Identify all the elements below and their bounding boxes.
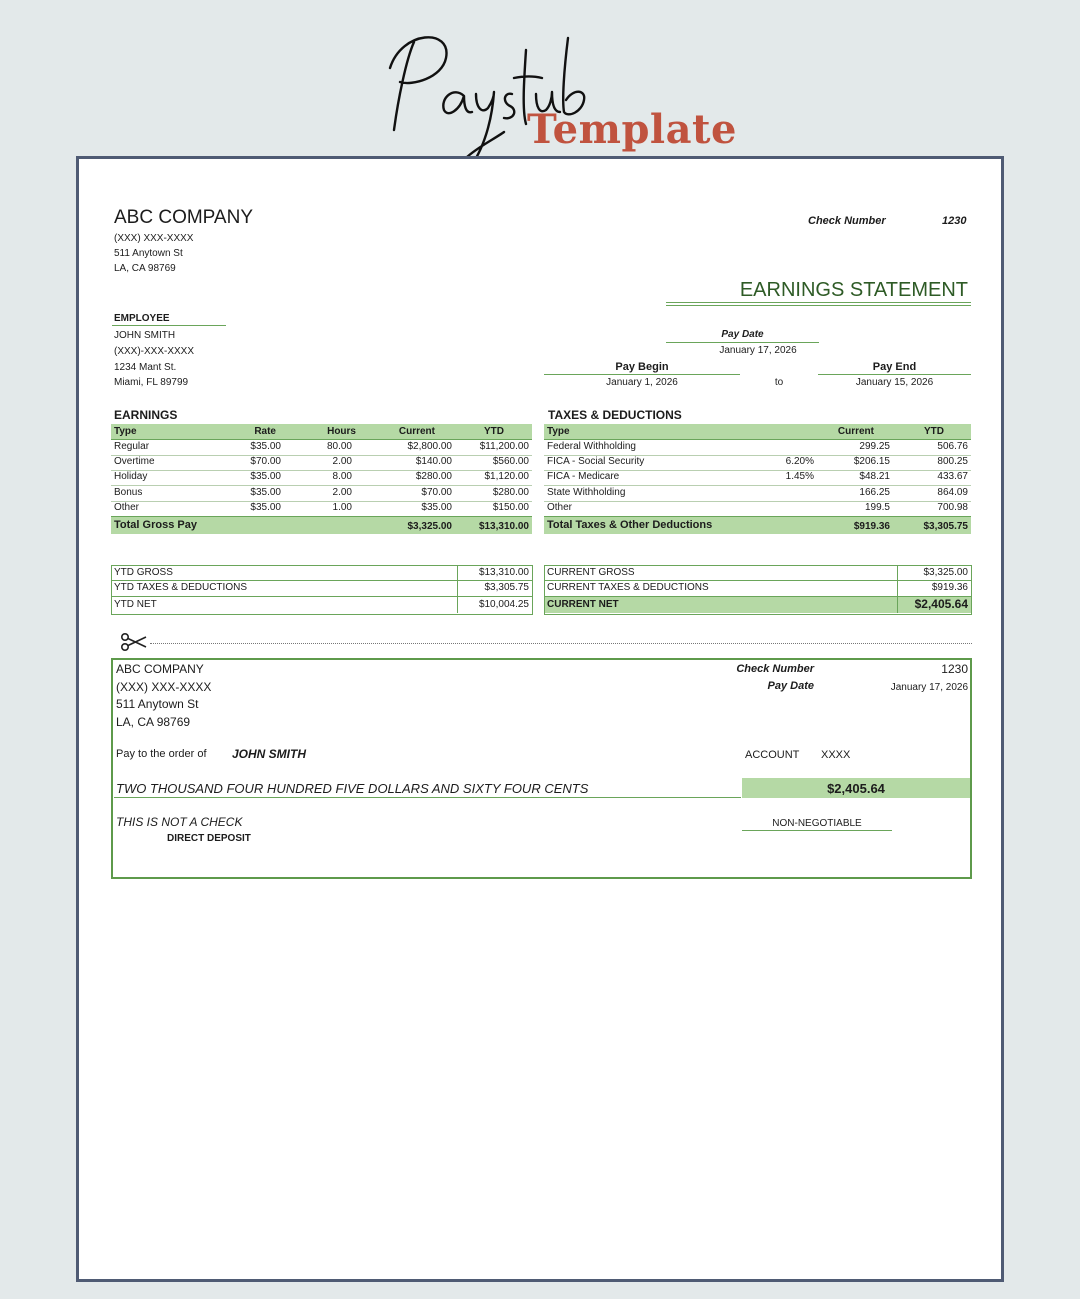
earnings-cell: Holiday	[114, 471, 148, 482]
earnings-cell: $35.00	[250, 502, 281, 513]
not-a-check-note: THIS IS NOT A CHECK	[116, 815, 243, 829]
cut-line	[150, 643, 972, 644]
taxes-total-current: $919.36	[853, 521, 890, 532]
taxes-cell: 433.67	[937, 471, 968, 482]
non-negotiable-label: NON-NEGOTIABLE	[772, 818, 862, 829]
payee-name: JOHN SMITH	[232, 747, 307, 761]
pay-begin-value: January 1, 2026	[606, 377, 678, 388]
check-amount: $2,405.64	[827, 781, 885, 796]
earnings-col-type: Type	[114, 426, 137, 437]
pay-date-value: January 17, 2026	[719, 345, 797, 356]
employee-phone: (XXX)-XXX-XXXX	[114, 346, 195, 357]
earnings-cell: $280.00	[492, 487, 529, 498]
earnings-cell: $140.00	[415, 456, 452, 467]
earnings-cell: $280.00	[415, 471, 452, 482]
ytd-net-label: YTD NET	[114, 599, 157, 610]
stub-company-city: LA, CA 98769	[116, 715, 191, 729]
taxes-cell: $206.15	[853, 456, 890, 467]
earnings-cell: 1.00	[332, 502, 352, 513]
stub-company-name: ABC COMPANY	[116, 662, 204, 676]
company-name: ABC COMPANY	[114, 207, 254, 228]
pay-period-to: to	[774, 377, 784, 388]
earnings-col-hours: Hours	[327, 426, 356, 437]
current-taxes-label: CURRENT TAXES & DEDUCTIONS	[547, 582, 709, 593]
scissors-icon	[120, 632, 148, 652]
stub-company-phone: (XXX) XXX-XXXX	[116, 680, 212, 694]
employee-heading: EMPLOYEE	[114, 313, 170, 324]
taxes-cell: 1.45%	[785, 471, 814, 482]
earnings-cell: $1,120.00	[484, 471, 529, 482]
template-title-word: Template	[527, 106, 737, 153]
pay-begin-label: Pay Begin	[615, 361, 669, 373]
taxes-cell: 6.20%	[785, 456, 814, 467]
taxes-cell: 864.09	[937, 487, 968, 498]
stub-check-number: 1230	[941, 662, 968, 676]
earnings-col-ytd: YTD	[484, 426, 504, 437]
earnings-cell: Overtime	[114, 456, 155, 467]
check-number-value: 1230	[942, 215, 967, 227]
earnings-cell: $11,200.00	[479, 441, 529, 452]
taxes-col-type: Type	[547, 426, 570, 437]
company-city: LA, CA 98769	[114, 263, 176, 274]
stub-check-label: Check Number	[736, 663, 814, 675]
employee-street: 1234 Mant St.	[114, 362, 177, 373]
stub-pay-date-value: January 17, 2026	[890, 682, 968, 693]
taxes-cell: State Withholding	[547, 487, 626, 498]
company-phone: (XXX) XXX-XXXX	[114, 233, 194, 244]
earnings-cell: $35.00	[421, 502, 452, 513]
taxes-cell: 506.76	[937, 441, 968, 452]
current-gross-label: CURRENT GROSS	[547, 567, 635, 578]
employee-name: JOHN SMITH	[114, 330, 176, 341]
taxes-cell: Other	[547, 502, 573, 513]
earnings-cell: $150.00	[492, 502, 529, 513]
earnings-cell: $35.00	[250, 441, 281, 452]
account-value: XXXX	[821, 749, 851, 761]
taxes-cell: $48.21	[859, 471, 890, 482]
earnings-cell: $70.00	[421, 487, 452, 498]
check-stub-box	[111, 658, 972, 879]
taxes-cell: 166.25	[859, 487, 890, 498]
earnings-heading: EARNINGS	[114, 408, 178, 422]
taxes-col-current: Current	[837, 426, 874, 437]
earnings-cell: $70.00	[250, 456, 281, 467]
amount-in-words: TWO THOUSAND FOUR HUNDRED FIVE DOLLARS AND SIXTY FOUR CENTS	[116, 781, 589, 796]
taxes-total-label: Total Taxes & Other Deductions	[547, 519, 713, 531]
ytd-taxes-value: $3,305.75	[484, 582, 529, 593]
pay-to-order-label: Pay to the order of	[116, 748, 207, 760]
earnings-total-ytd: $13,310.00	[478, 521, 529, 532]
earnings-row-divider	[111, 485, 532, 486]
current-taxes-value: $919.36	[931, 582, 968, 593]
stub-company-street: 511 Anytown St	[116, 697, 199, 711]
taxes-row-divider	[544, 485, 971, 486]
pay-end-value: January 15, 2026	[855, 377, 934, 388]
account-label: ACCOUNT	[745, 749, 800, 761]
taxes-cell: Federal Withholding	[547, 441, 636, 452]
stub-pay-date-label: Pay Date	[767, 680, 814, 692]
current-gross-value: $3,325.00	[923, 567, 968, 578]
ytd-gross-value: $13,310.00	[478, 567, 529, 578]
pay-end-label: Pay End	[872, 361, 917, 373]
earnings-cell: 80.00	[326, 441, 352, 452]
earnings-cell: 8.00	[332, 471, 352, 482]
earnings-total-current: $3,325.00	[407, 521, 452, 532]
earnings-cell: $560.00	[492, 456, 529, 467]
current-net-label: CURRENT NET	[547, 599, 619, 610]
taxes-cell: 800.25	[937, 456, 968, 467]
earnings-cell: 2.00	[332, 456, 352, 467]
taxes-cell: FICA - Social Security	[547, 456, 645, 467]
earnings-cell: $2,800.00	[407, 441, 452, 452]
ytd-gross-label: YTD GROSS	[114, 567, 173, 578]
ytd-net-value: $10,004.25	[478, 599, 529, 610]
earnings-cell: Bonus	[114, 487, 143, 498]
check-number-label: Check Number	[808, 215, 886, 227]
earnings-cell: 2.00	[332, 487, 352, 498]
employee-city: Miami, FL 89799	[114, 377, 189, 388]
taxes-cell: 199.5	[864, 502, 890, 513]
ytd-taxes-label: YTD TAXES & DEDUCTIONS	[114, 582, 247, 593]
earnings-cell: Regular	[114, 441, 150, 452]
earnings-cell: $35.00	[250, 487, 281, 498]
earnings-col-rate: Rate	[254, 426, 276, 437]
taxes-cell: FICA - Medicare	[547, 471, 620, 482]
taxes-total-ytd: $3,305.75	[923, 521, 968, 532]
taxes-cell: 299.25	[859, 441, 890, 452]
earnings-total-label: Total Gross Pay	[114, 519, 197, 531]
company-street: 511 Anytown St	[114, 248, 183, 259]
current-net-value: $2,405.64	[914, 597, 968, 611]
pay-date-label: Pay Date	[721, 329, 764, 340]
taxes-heading: TAXES & DEDUCTIONS	[548, 408, 682, 422]
earnings-cell: $35.00	[250, 471, 281, 482]
taxes-cell: 700.98	[937, 502, 968, 513]
earnings-cell: Other	[114, 502, 140, 513]
earnings-col-current: Current	[398, 426, 435, 437]
taxes-col-ytd: YTD	[924, 426, 944, 437]
earnings-statement-title: EARNINGS STATEMENT	[739, 279, 968, 301]
direct-deposit-label: DIRECT DEPOSIT	[167, 833, 251, 844]
paystub-script-text: Paystub	[372, 20, 376, 21]
